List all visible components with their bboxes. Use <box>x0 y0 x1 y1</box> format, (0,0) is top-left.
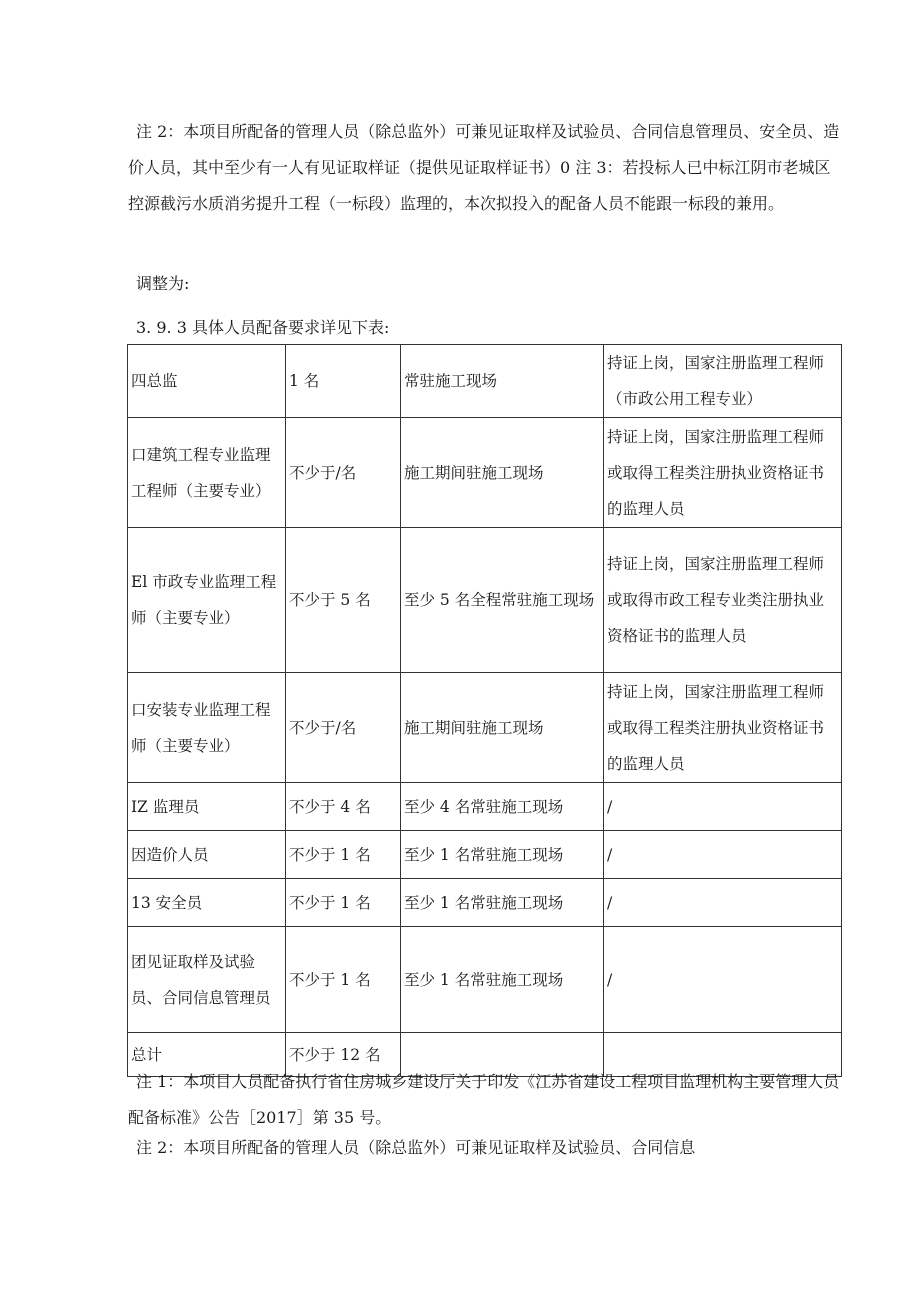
count-cell: 不少于 1 名 <box>286 927 401 1033</box>
requirement-cell: 持证上岗，国家注册监理工程师（市政公用工程专业） <box>604 345 842 418</box>
table-row <box>128 927 842 1033</box>
count-cell: 不少于 4 名 <box>286 783 401 831</box>
role-cell: IZ 监理员 <box>128 783 286 831</box>
adjust-label: 调整为: <box>136 274 190 293</box>
presence-cell: 至少 1 名常驻施工现场 <box>401 927 604 1033</box>
table-row <box>128 831 842 879</box>
presence-cell: 常驻施工现场 <box>401 345 604 418</box>
table-row <box>128 879 842 927</box>
count-cell: 1 名 <box>286 345 401 418</box>
role-cell: 口建筑工程专业监理工程师（主要专业） <box>128 418 286 528</box>
role-cell: El 市政专业监理工程师（主要专业） <box>128 528 286 673</box>
count-cell: 不少于 12 名 <box>286 1033 401 1077</box>
role-cell: 口安装专业监理工程师（主要专业） <box>128 673 286 783</box>
section-heading: 3. 9. 3 具体人员配备要求详见下表: <box>136 318 390 337</box>
requirement-cell: / <box>604 831 842 879</box>
count-cell: 不少于 5 名 <box>286 528 401 673</box>
requirement-cell: 持证上岗，国家注册监理工程师或取得市政工程专业类注册执业资格证书的监理人员 <box>604 528 842 673</box>
presence-cell: 施工期间驻施工现场 <box>401 673 604 783</box>
presence-cell: 至少 5 名全程常驻施工现场 <box>401 528 604 673</box>
staffing-table <box>127 344 842 1077</box>
requirement-cell: 持证上岗，国家注册监理工程师或取得工程类注册执业资格证书的监理人员 <box>604 673 842 783</box>
role-cell: 团见证取样及试验员、合同信息管理员 <box>128 927 286 1033</box>
count-cell: 不少于 1 名 <box>286 879 401 927</box>
requirement-cell: / <box>604 927 842 1033</box>
table-row <box>128 418 842 528</box>
note-2-top: 注 2：本项目所配备的管理人员（除总监外）可兼见证取样及试验员、合同信息管理员、安全员、造价人员，其中至少有一人有见证取样证（提供见证取样证书）0 注 3：若投标人已中标江阴市老城区控源截污水质消劣提升工程（一标段）监理的，本次拟投入的配备人员不能跟一标段的兼用。 <box>128 122 840 213</box>
count-cell: 不少于/名 <box>286 673 401 783</box>
presence-cell: 至少 1 名常驻施工现场 <box>401 879 604 927</box>
requirement-cell: / <box>604 783 842 831</box>
table-row <box>128 783 842 831</box>
count-cell: 不少于 1 名 <box>286 831 401 879</box>
table-row <box>128 673 842 783</box>
presence-cell: 至少 4 名常驻施工现场 <box>401 783 604 831</box>
table-row <box>128 345 842 418</box>
requirement-cell: 持证上岗，国家注册监理工程师或取得工程类注册执业资格证书的监理人员 <box>604 418 842 528</box>
presence-cell: 施工期间驻施工现场 <box>401 418 604 528</box>
count-cell: 不少于/名 <box>286 418 401 528</box>
role-cell: 四总监 <box>128 345 286 418</box>
role-cell: 总计 <box>128 1033 286 1077</box>
note-2-bottom: 注 2：本项目所配备的管理人员（除总监外）可兼见证取样及试验员、合同信息 <box>136 1138 696 1157</box>
role-cell: 因造价人员 <box>128 831 286 879</box>
role-cell: 13 安全员 <box>128 879 286 927</box>
presence-cell: 至少 1 名常驻施工现场 <box>401 831 604 879</box>
note-1: 注 1：本项目人员配备执行省住房城乡建设厅关于印发《江苏省建设工程项目监理机构主要管理人员配备标准》公告［2017］第 35 号。 <box>128 1072 840 1127</box>
table-row <box>128 528 842 673</box>
requirement-cell: / <box>604 879 842 927</box>
